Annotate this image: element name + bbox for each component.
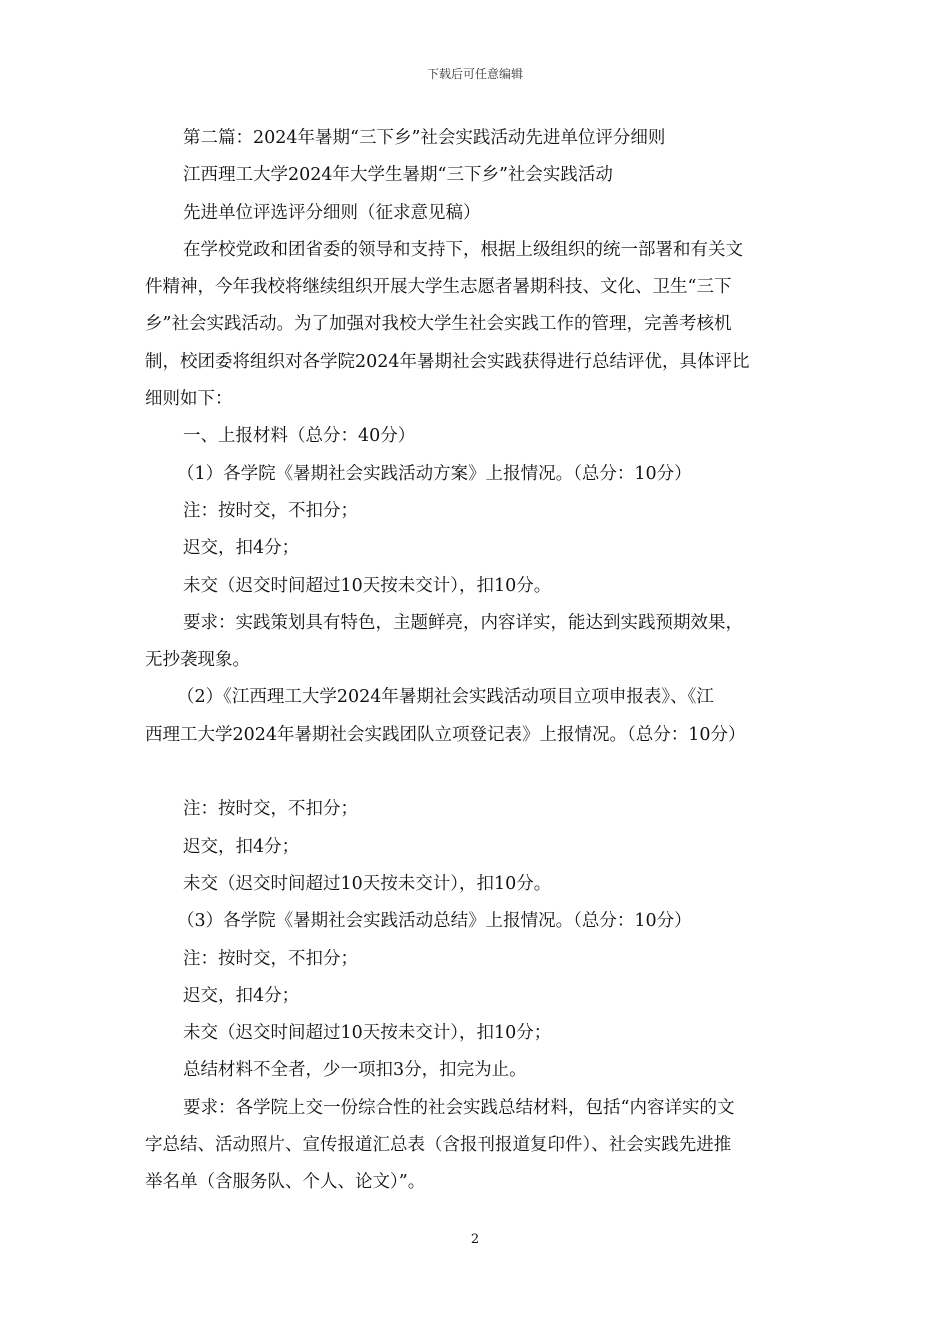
note-line: 注：按时交，不扣分； (183, 500, 358, 521)
note-line: 总结材料不全者，少一项扣3分，扣完为止。 (183, 1060, 527, 1081)
note-line: 注：按时交，不扣分； (183, 799, 358, 820)
requirement-line: 要求：各学院上交一份综合性的社会实践总结材料，包括“内容详实的文 (183, 1097, 735, 1118)
paragraph-line: 制，校团委将组织对各学院2024年暑期社会实践获得进行总结评优，具体评比 (145, 351, 750, 372)
note-line: 未交（迟交时间超过10天按未交计），扣10分。 (183, 575, 552, 596)
note-line: 迟交，扣4分； (183, 985, 300, 1006)
page-number: 2 (470, 1232, 480, 1247)
item-heading: （1）各学院《暑期社会实践活动方案》上报情况。（总分：10分） (177, 463, 692, 484)
note-line: 迟交，扣4分； (183, 538, 300, 559)
document-subtitle: 江西理工大学2024年大学生暑期“三下乡”社会实践活动 (183, 165, 613, 186)
item-heading: （2）《江西理工大学2024年暑期社会实践活动项目立项申报表》、《江 (177, 687, 714, 708)
requirement-line: 无抄袭现象。 (145, 650, 250, 671)
blank-line (145, 754, 810, 791)
item-heading-cont: 西理工大学2024年暑期社会实践团队立项登记表》上报情况。（总分：10分） (145, 724, 746, 745)
page-header-note: 下载后可任意编辑 (426, 67, 523, 81)
note-line: 未交（迟交时间超过10天按未交计），扣10分。 (183, 873, 552, 894)
paragraph-line: 细则如下： (145, 389, 233, 410)
section-heading: 一、上报材料（总分：40分） (183, 426, 416, 447)
requirement-line: 要求：实践策划具有特色，主题鲜亮，内容详实，能达到实践预期效果， (183, 612, 743, 633)
requirement-line: 字总结、活动照片、宣传报道汇总表（含报刊报道复印件）、社会实践先进推 (145, 1135, 732, 1156)
note-line: 未交（迟交时间超过10天按未交计），扣10分； (183, 1023, 552, 1044)
paragraph-line: 件精神，今年我校将继续组织开展大学生志愿者暑期科技、文化、卫生“三下 (145, 277, 732, 298)
paragraph-line: 在学校党政和团省委的领导和支持下，根据上级组织的统一部署和有关文 (183, 239, 743, 260)
item-heading: （3）各学院《暑期社会实践活动总结》上报情况。（总分：10分） (177, 911, 692, 932)
note-line: 迟交，扣4分； (183, 836, 300, 857)
requirement-line: 举名单（含服务队、个人、论文）”。 (145, 1172, 426, 1193)
note-line: 注：按时交，不扣分； (183, 948, 358, 969)
paragraph-line: 乡”社会实践活动。为了加强对我校大学生社会实践工作的管理，完善考核机 (145, 314, 732, 335)
document-title: 第二篇：2024年暑期“三下乡”社会实践活动先进单位评分细则 (183, 128, 666, 148)
document-subtitle-2: 先进单位评选评分细则（征求意见稿） (183, 202, 481, 223)
document-body (145, 120, 810, 1202)
